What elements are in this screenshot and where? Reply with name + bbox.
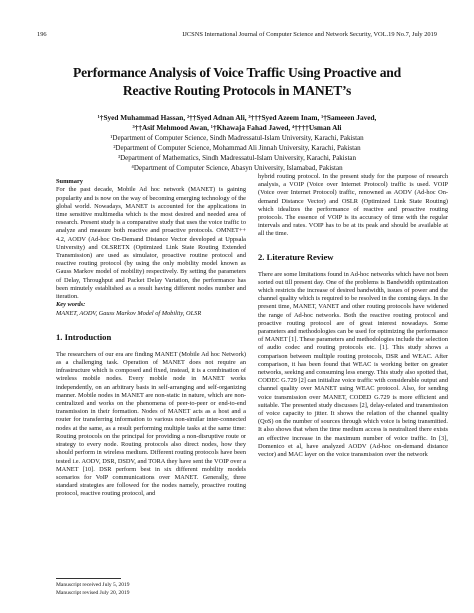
footnote-divider [56,578,121,579]
paper-title-line-1: Performance Analysis of Voice Traffic Using Proactive and [72,65,402,80]
page-number: 196 [37,31,47,38]
manuscript-revised: Manuscript revised July 20, 2019 [56,590,130,596]
manuscript-received: Manuscript received July 5, 2019 [56,582,130,588]
left-column [56,178,246,499]
summary-body: For the past decade, Mobile Ad hoc network (MANET) is gaining popularity and is now on the way of becoming emerging technology of the global world. Nowadays, MANET is accounted for the applications in time sensitive multimedia which is the most desired and needed area of research. Present study is a comparative study that uses the voice traffic to analyze and measure both reactive and proactive protocols. OMNET++ 4.2, AODV (Ad-hoc On-Demand Distance Vector developed at Uppsala University) and OLSRETX (Optimized Link State Routing Extended Transmission) are used as simulator, proactive routine protocol and reactive routing protocol (by using the only mobility model known as Gauss Markov model of mobility) respectively. By setting the parameters of Delay, Throughput and Packet Delay Variation, the performance has been minutely established as a result having different nodes number and iteration. [56,186,246,301]
affiliation-3: ³Department of Mathematics, Sindh Madressatul-Islam University, Karachi, Pakistan [117,154,357,162]
author-line-1: ¹†Syed Muhammad Hassan, ²††Syed Adnan Ali, ³†††Syed Azeem Inam, ¹†Sameeen Javed, [97,113,377,122]
literature-review-body: There are some limitations found in Ad-hoc networks which have not been sorted out till present day. One of the problems is Bandwidth optimization which restricts the increase of desired bandwidth, issues of power and the channel quality which is required to be resolved in the coming days. In the present time, MANET, VANET and other routing protocols have widened the range of Ad-hoc networks. Both the reactive routing protocol and proactive routing protocol are of great interest nowadays. Some parameters and methodologies can be used for optimizing the performance of MANET [1]. These parameters and methodologies include the selection of audio codec and routing protocols etc. [1]. This study shows a comparison between multiple routing protocols, DSR and WEAC. After comparison, it has been found that WEAC is working better on greater networks, seeking and consuming less energy. This study also spotted that, CODEC G.729 [2] can initialize voice traffic with considerable output and channel quality over MANET using WEAC protocol. Also, for sending voice transmission over MANET, CODED G.729 is more efficient and suitable. The presented study discusses [2], delay-related and transmission of voice capacity to jitter. It shows the relation of the channel quality (QoS) on the number of sources through which voice is being transmitted. It also shows that when the time medium access is neutralized there exists an effective increase in the maximum number of voice traffic. In [3], Domenico et al, have analyzed AODV (Ad-hoc on-demand distance vector) and MAC layer on the voice transmission over the network [258,270,448,459]
right-column [258,173,448,459]
running-header [37,30,437,40]
affiliation-4: ⁴Department of Computer Science, Abasyn University, Islamabad, Pakistan [131,164,343,172]
affiliation-list [40,133,434,173]
introduction-continuation: hybrid routing protocol. In the present study for the purpose of research analysis, a VOIP (Voice over Internet Protocol) traffic is used. VOIP (Voice over Internet Protocol) traffic, renowned as AODV (Ad-hoc On-demand Distance Vector) and OSLR (Optimized Link State Routing) which idealizes the performance of reactive and proactive routing protocols. The essence of VOIP is its accuracy of time with the regular intervals and rates. VOIP has to be at its peak and should be available at all the time. [258,173,448,238]
manuscript-footnote [56,581,129,597]
author-list [40,113,434,133]
introduction-heading: 1. Introduction [56,331,112,342]
summary-heading: Summary [56,178,83,185]
author-line-2: ³††Asif Mehmood Awan, ¹†Khawaja Fahad Jawed, ⁴††††Usman Ali [132,123,342,132]
paper-title-line-2: Reactive Routing Protocols in MANET’s [122,83,352,98]
affiliation-1: ¹Department of Computer Science, Sindh Madressatul-Islam University, Karachi, Pakistan [110,134,364,142]
keywords-heading: Key words: [56,301,86,309]
journal-citation: IJCSNS International Journal of Computer Science and Network Security, VOL.19 No.7, July 2019 [182,31,437,38]
keywords-body: MANET, AODV, Gauss Markov Model of Mobility, OLSR [56,309,202,317]
paper-title [40,64,434,100]
literature-review-heading: 2. Literature Review [258,251,334,262]
affiliation-2: ²Department of Computer Science, Mohammad Ali Jinnah University, Karachi, Pakistan [113,144,361,152]
introduction-body: The researchers of our era are finding MANET (Mobile Ad hoc Network) as a challenging task. Operation of MANET does not require an infrastructure which is composed and fixed, instead, it is a combination of wireless mobile nodes. Every mobile node in MANET works independently, on an arbitrary basis in self-arranging and self-organizing manner. Mobile nodes in MANET are non-static in nature, which are non-centralized and works on the phenomena of peer-to-peer or end-to-end transmission in their formation. Nodes of MANET acts as a host and a router for transferring information to various non-similar inter-connected nodes at the same, as a result performing multiple tasks at the same time: Routing protocols on the principal for providing a non-disruptive route or strategy to every node. Routing protocols also direct nodes, how they should perform in wireless medium. Different routing protocols have been tested i.e. AODV, DSR, DSDV, and TORA they have sent the VOIP over a MANET [10]. DSR perform best in six different mobility models scenarios for VoIP communications over MANET. Generally, three standard strategies are followed for the nodes namely, proactive routing protocol, reactive routing protocol, and [56,350,246,498]
